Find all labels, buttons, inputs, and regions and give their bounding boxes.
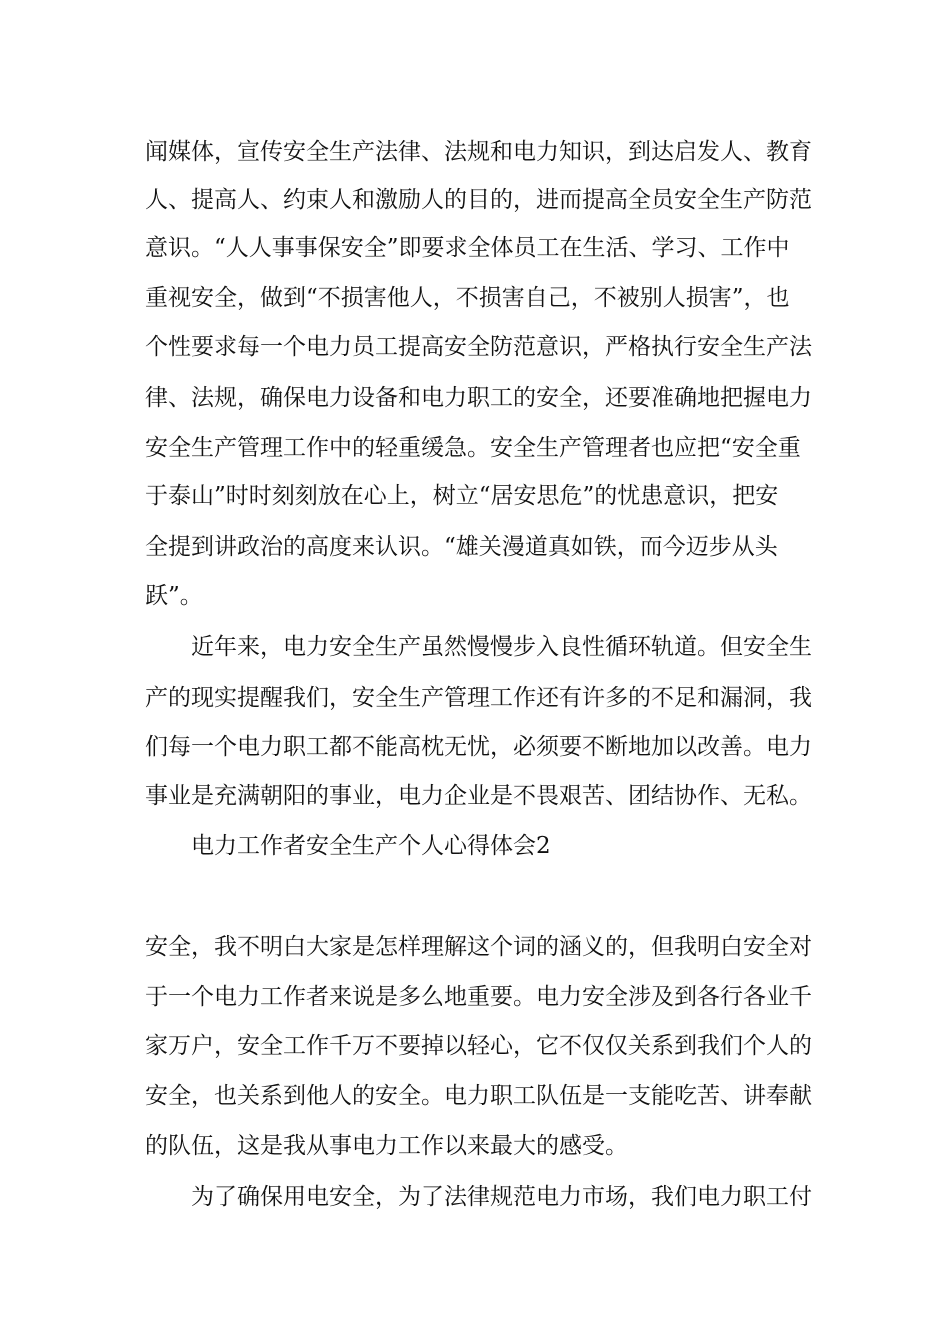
text-line: 们每一个电力职工都不能高枕无忧，必须要不断地加以改善。电力	[145, 734, 812, 760]
text-line: 安全，我不明白大家是怎样理解这个词的涵义的，但我明白安全对	[145, 934, 812, 960]
text-line: 跃”。	[145, 583, 203, 609]
text-line: 产的现实提醒我们，安全生产管理工作还有许多的不足和漏洞，我	[145, 685, 812, 711]
paragraph-start-line: 近年来，电力安全生产虽然慢慢步入良性循环轨道。但安全生	[191, 634, 812, 660]
text-line: 意识。“人人事事保安全”即要求全体员工在生活、学习、工作中	[145, 235, 790, 261]
text-line: 家万户，安全工作千万不要掉以轻心，它不仅仅关系到我们个人的	[145, 1033, 812, 1059]
text-line: 事业是充满朝阳的事业，电力企业是不畏艰苦、团结协作、无私。	[145, 783, 812, 809]
text-line: 闻媒体，宣传安全生产法律、法规和电力知识，到达启发人、教育	[145, 139, 812, 165]
text-line: 于一个电力工作者来说是多么地重要。电力安全涉及到各行各业千	[145, 984, 812, 1010]
text-line: 安全生产管理工作中的轻重缓急。安全生产管理者也应把“安全重	[145, 435, 801, 461]
text-line: 律、法规，确保电力设备和电力职工的安全，还要准确地把握电力	[145, 385, 812, 411]
section-heading: 电力工作者安全生产个人心得体会2	[191, 833, 551, 859]
text-line: 的队伍，这是我从事电力工作以来最大的感受。	[145, 1133, 628, 1159]
text-line: 人、提高人、约束人和激励人的目的，进而提高全员安全生产防范	[145, 187, 812, 213]
paragraph-start-line: 为了确保用电安全，为了法律规范电力市场，我们电力职工付	[191, 1184, 812, 1210]
text-line: 个性要求每一个电力员工提高安全防范意识，严格执行安全生产法	[145, 334, 812, 360]
text-line: 重视安全，做到“不损害他人，不损害自己，不被别人损害”，也	[145, 285, 790, 311]
text-line: 于泰山”时时刻刻放在心上，树立“居安思危”的忧患意识，把安	[145, 483, 779, 509]
text-line: 安全，也关系到他人的安全。电力职工队伍是一支能吃苦、讲奉献	[145, 1083, 812, 1109]
text-line: 全提到讲政治的高度来认识。“雄关漫道真如铁，而今迈步从头	[145, 534, 778, 560]
